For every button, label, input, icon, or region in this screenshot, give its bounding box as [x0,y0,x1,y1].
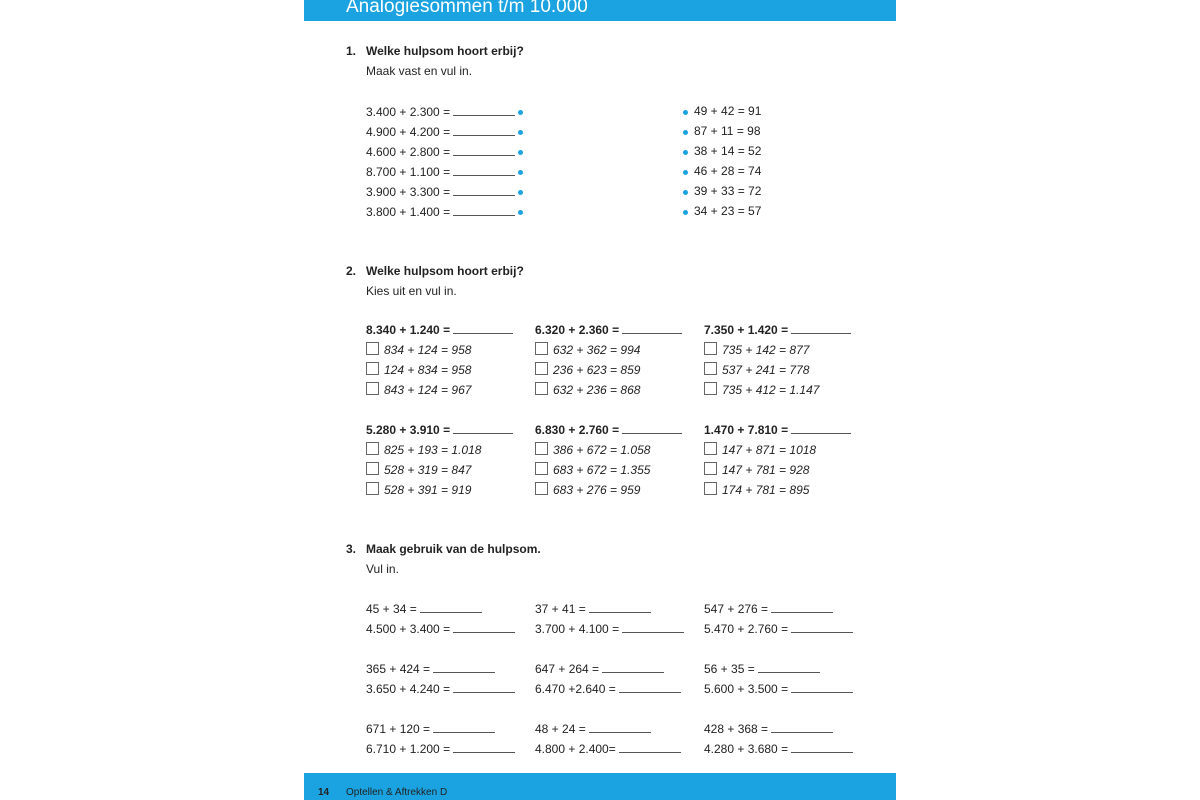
sum-text: 4.900 + 4.200 = [366,125,451,139]
match-dot-left[interactable] [518,210,523,215]
q3-sum [535,621,684,636]
answer-blank[interactable] [433,721,495,733]
answer-blank[interactable] [453,681,515,693]
q2-option [366,382,471,397]
checkbox[interactable] [366,462,379,475]
q1-right-sum: 87 + 11 = 98 [694,124,761,138]
answer-blank[interactable] [589,721,651,733]
sum-text: 5.600 + 3.500 = [704,682,789,696]
checkbox[interactable] [704,442,717,455]
answer-blank[interactable] [622,322,682,334]
q2-option [535,342,640,357]
q1-right-sum: 39 + 33 = 72 [694,184,762,198]
q1-title: Welke hulpsom hoort erbij? [366,44,524,58]
q2-sum [366,322,513,337]
q1-instruction: Maak vast en vul in. [366,64,473,78]
q1-right-sum: 38 + 14 = 52 [694,144,762,158]
q1-left-sum [366,144,515,159]
option-text: 683 + 672 = 1.355 [553,463,651,477]
match-dot-left[interactable] [518,130,523,135]
option-text: 825 + 193 = 1.018 [384,443,482,457]
sum-text: 8.340 + 1.240 = [366,323,451,337]
checkbox[interactable] [366,362,379,375]
match-dot-right[interactable] [683,130,688,135]
checkbox[interactable] [535,382,548,395]
sum-text: 4.280 + 3.680 = [704,742,789,756]
sum-text: 671 + 120 = [366,722,431,736]
answer-blank[interactable] [602,661,664,673]
answer-blank[interactable] [791,741,853,753]
sum-text: 6.830 + 2.760 = [535,423,620,437]
checkbox[interactable] [704,342,717,355]
q3-sum [704,681,853,696]
answer-blank[interactable] [791,681,853,693]
option-text: 632 + 236 = 868 [553,383,641,397]
q3-sum [704,741,853,756]
checkbox[interactable] [366,342,379,355]
match-dot-left[interactable] [518,170,523,175]
option-text: 632 + 362 = 994 [553,343,641,357]
match-dot-left[interactable] [518,150,523,155]
match-dot-right[interactable] [683,170,688,175]
q1-left-sum [366,204,515,219]
q1-right-sum: 49 + 42 = 91 [694,104,762,118]
worksheet-page [304,0,896,800]
answer-blank[interactable] [791,322,851,334]
q2-sum [704,422,851,437]
q3-sum [704,621,853,636]
sum-text: 3.700 + 4.100 = [535,622,620,636]
q2-sum [366,422,513,437]
footer-bar [304,773,896,800]
q1-left-sum [366,164,515,179]
q2-option [704,382,819,397]
sum-text: 6.710 + 1.200 = [366,742,451,756]
q2-instruction: Kies uit en vul in. [366,284,457,298]
q3-help-sum [366,721,495,736]
checkbox[interactable] [704,362,717,375]
q1-right-sum: 34 + 23 = 57 [694,204,762,218]
answer-blank[interactable] [453,741,515,753]
q3-sum [366,681,515,696]
sum-text: 4.500 + 3.400 = [366,622,451,636]
q2-sum [535,422,682,437]
answer-blank[interactable] [433,661,495,673]
book-title: Optellen & Aftrekken D [346,787,448,798]
header-bar [304,0,896,21]
q2-option [704,342,809,357]
match-dot-right[interactable] [683,150,688,155]
answer-blank[interactable] [771,721,833,733]
sum-text: 7.350 + 1.420 = [704,323,789,337]
match-dot-right[interactable] [683,190,688,195]
sum-text: 56 + 35 = [704,662,755,676]
q3-sum [535,681,681,696]
q2-option [366,342,471,357]
q3-help-sum [366,601,482,616]
sum-text: 5.280 + 3.910 = [366,423,451,437]
answer-blank[interactable] [619,741,681,753]
sum-text: 3.800 + 1.400 = [366,205,451,219]
q2-option [535,462,650,477]
q2-option [704,362,809,377]
q2-option [535,362,640,377]
checkbox[interactable] [366,482,379,495]
answer-blank[interactable] [758,661,820,673]
q2-option [366,362,471,377]
answer-blank[interactable] [619,681,681,693]
q3-help-sum [535,661,664,676]
option-text: 537 + 241 = 778 [722,363,810,377]
checkbox[interactable] [535,482,548,495]
sum-text: 428 + 368 = [704,722,769,736]
sum-text: 4.600 + 2.800 = [366,145,451,159]
q2-option [366,462,471,477]
answer-blank[interactable] [453,422,513,434]
answer-blank[interactable] [453,104,515,116]
sum-text: 647 + 264 = [535,662,600,676]
option-text: 386 + 672 = 1.058 [553,443,651,457]
q2-option [704,442,816,457]
match-dot-left[interactable] [518,110,523,115]
sum-text: 4.800 + 2.400= [535,742,616,756]
answer-blank[interactable] [589,601,651,613]
answer-blank[interactable] [791,422,851,434]
q3-help-sum [704,661,820,676]
option-text: 124 + 834 = 958 [384,363,472,377]
q2-title: Welke hulpsom hoort erbij? [366,264,524,278]
answer-blank[interactable] [453,621,515,633]
match-dot-right[interactable] [683,210,688,215]
answer-blank[interactable] [453,184,515,196]
sum-text: 547 + 276 = [704,602,769,616]
answer-blank[interactable] [453,204,515,216]
q1-left-sum [366,124,515,139]
sum-text: 45 + 34 = [366,602,417,616]
answer-blank[interactable] [791,621,853,633]
sum-text: 6.470 +2.640 = [535,682,616,696]
q2-sum [535,322,682,337]
option-text: 683 + 276 = 959 [553,483,641,497]
page-number: 14 [318,787,330,798]
option-text: 843 + 124 = 967 [384,383,472,397]
q3-title: Maak gebruik van de hulpsom. [366,542,541,556]
sum-text: 3.900 + 3.300 = [366,185,451,199]
q3-help-sum [704,601,833,616]
sum-text: 3.400 + 2.300 = [366,105,451,119]
checkbox[interactable] [535,462,548,475]
option-text: 174 + 781 = 895 [722,483,810,497]
sum-text: 8.700 + 1.100 = [366,165,451,179]
q3-instruction: Vul in. [366,562,399,576]
q2-option [535,382,640,397]
sum-text: 37 + 41 = [535,602,586,616]
q2-option [366,482,471,497]
option-text: 147 + 781 = 928 [722,463,810,477]
q3-help-sum [535,601,651,616]
q2-option [366,442,481,457]
q3-sum [535,741,681,756]
q2-option [704,462,809,477]
answer-blank[interactable] [453,124,515,136]
q3-help-sum [535,721,651,736]
answer-blank[interactable] [622,621,684,633]
answer-blank[interactable] [771,601,833,613]
answer-blank[interactable] [453,164,515,176]
q2-option [704,482,809,497]
q1-left-sum [366,184,515,199]
sum-text: 365 + 424 = [366,662,431,676]
checkbox[interactable] [535,442,548,455]
q2-option [535,482,640,497]
sum-text: 3.650 + 4.240 = [366,682,451,696]
answer-blank[interactable] [453,322,513,334]
match-dot-right[interactable] [683,110,688,115]
q3-sum [366,621,515,636]
answer-blank[interactable] [622,422,682,434]
option-text: 236 + 623 = 859 [553,363,641,377]
q2-number: 2. [346,264,357,278]
q3-number: 3. [346,542,357,556]
checkbox[interactable] [704,482,717,495]
option-text: 735 + 142 = 877 [722,343,810,357]
q1-left-sum [366,104,515,119]
answer-blank[interactable] [420,601,482,613]
option-text: 147 + 871 = 1018 [722,443,817,457]
checkbox[interactable] [704,462,717,475]
page-title: Analogiesommen t/m 10.000 [346,0,588,17]
q3-sum [366,741,515,756]
sum-text: 5.470 + 2.760 = [704,622,789,636]
option-text: 735 + 412 = 1.147 [722,383,820,397]
sum-text: 6.320 + 2.360 = [535,323,620,337]
q1-number: 1. [346,44,357,58]
option-text: 528 + 391 = 919 [384,483,472,497]
sum-text: 48 + 24 = [535,722,586,736]
q2-sum [704,322,851,337]
checkbox[interactable] [366,382,379,395]
sum-text: 1.470 + 7.810 = [704,423,789,437]
option-text: 528 + 319 = 847 [384,463,472,477]
match-dot-left[interactable] [518,190,523,195]
checkbox[interactable] [704,382,717,395]
checkbox[interactable] [366,442,379,455]
checkbox[interactable] [535,362,548,375]
option-text: 834 + 124 = 958 [384,343,472,357]
checkbox[interactable] [535,342,548,355]
q1-right-sum: 46 + 28 = 74 [694,164,762,178]
answer-blank[interactable] [453,144,515,156]
q3-help-sum [366,661,495,676]
q3-help-sum [704,721,833,736]
q2-option [535,442,650,457]
